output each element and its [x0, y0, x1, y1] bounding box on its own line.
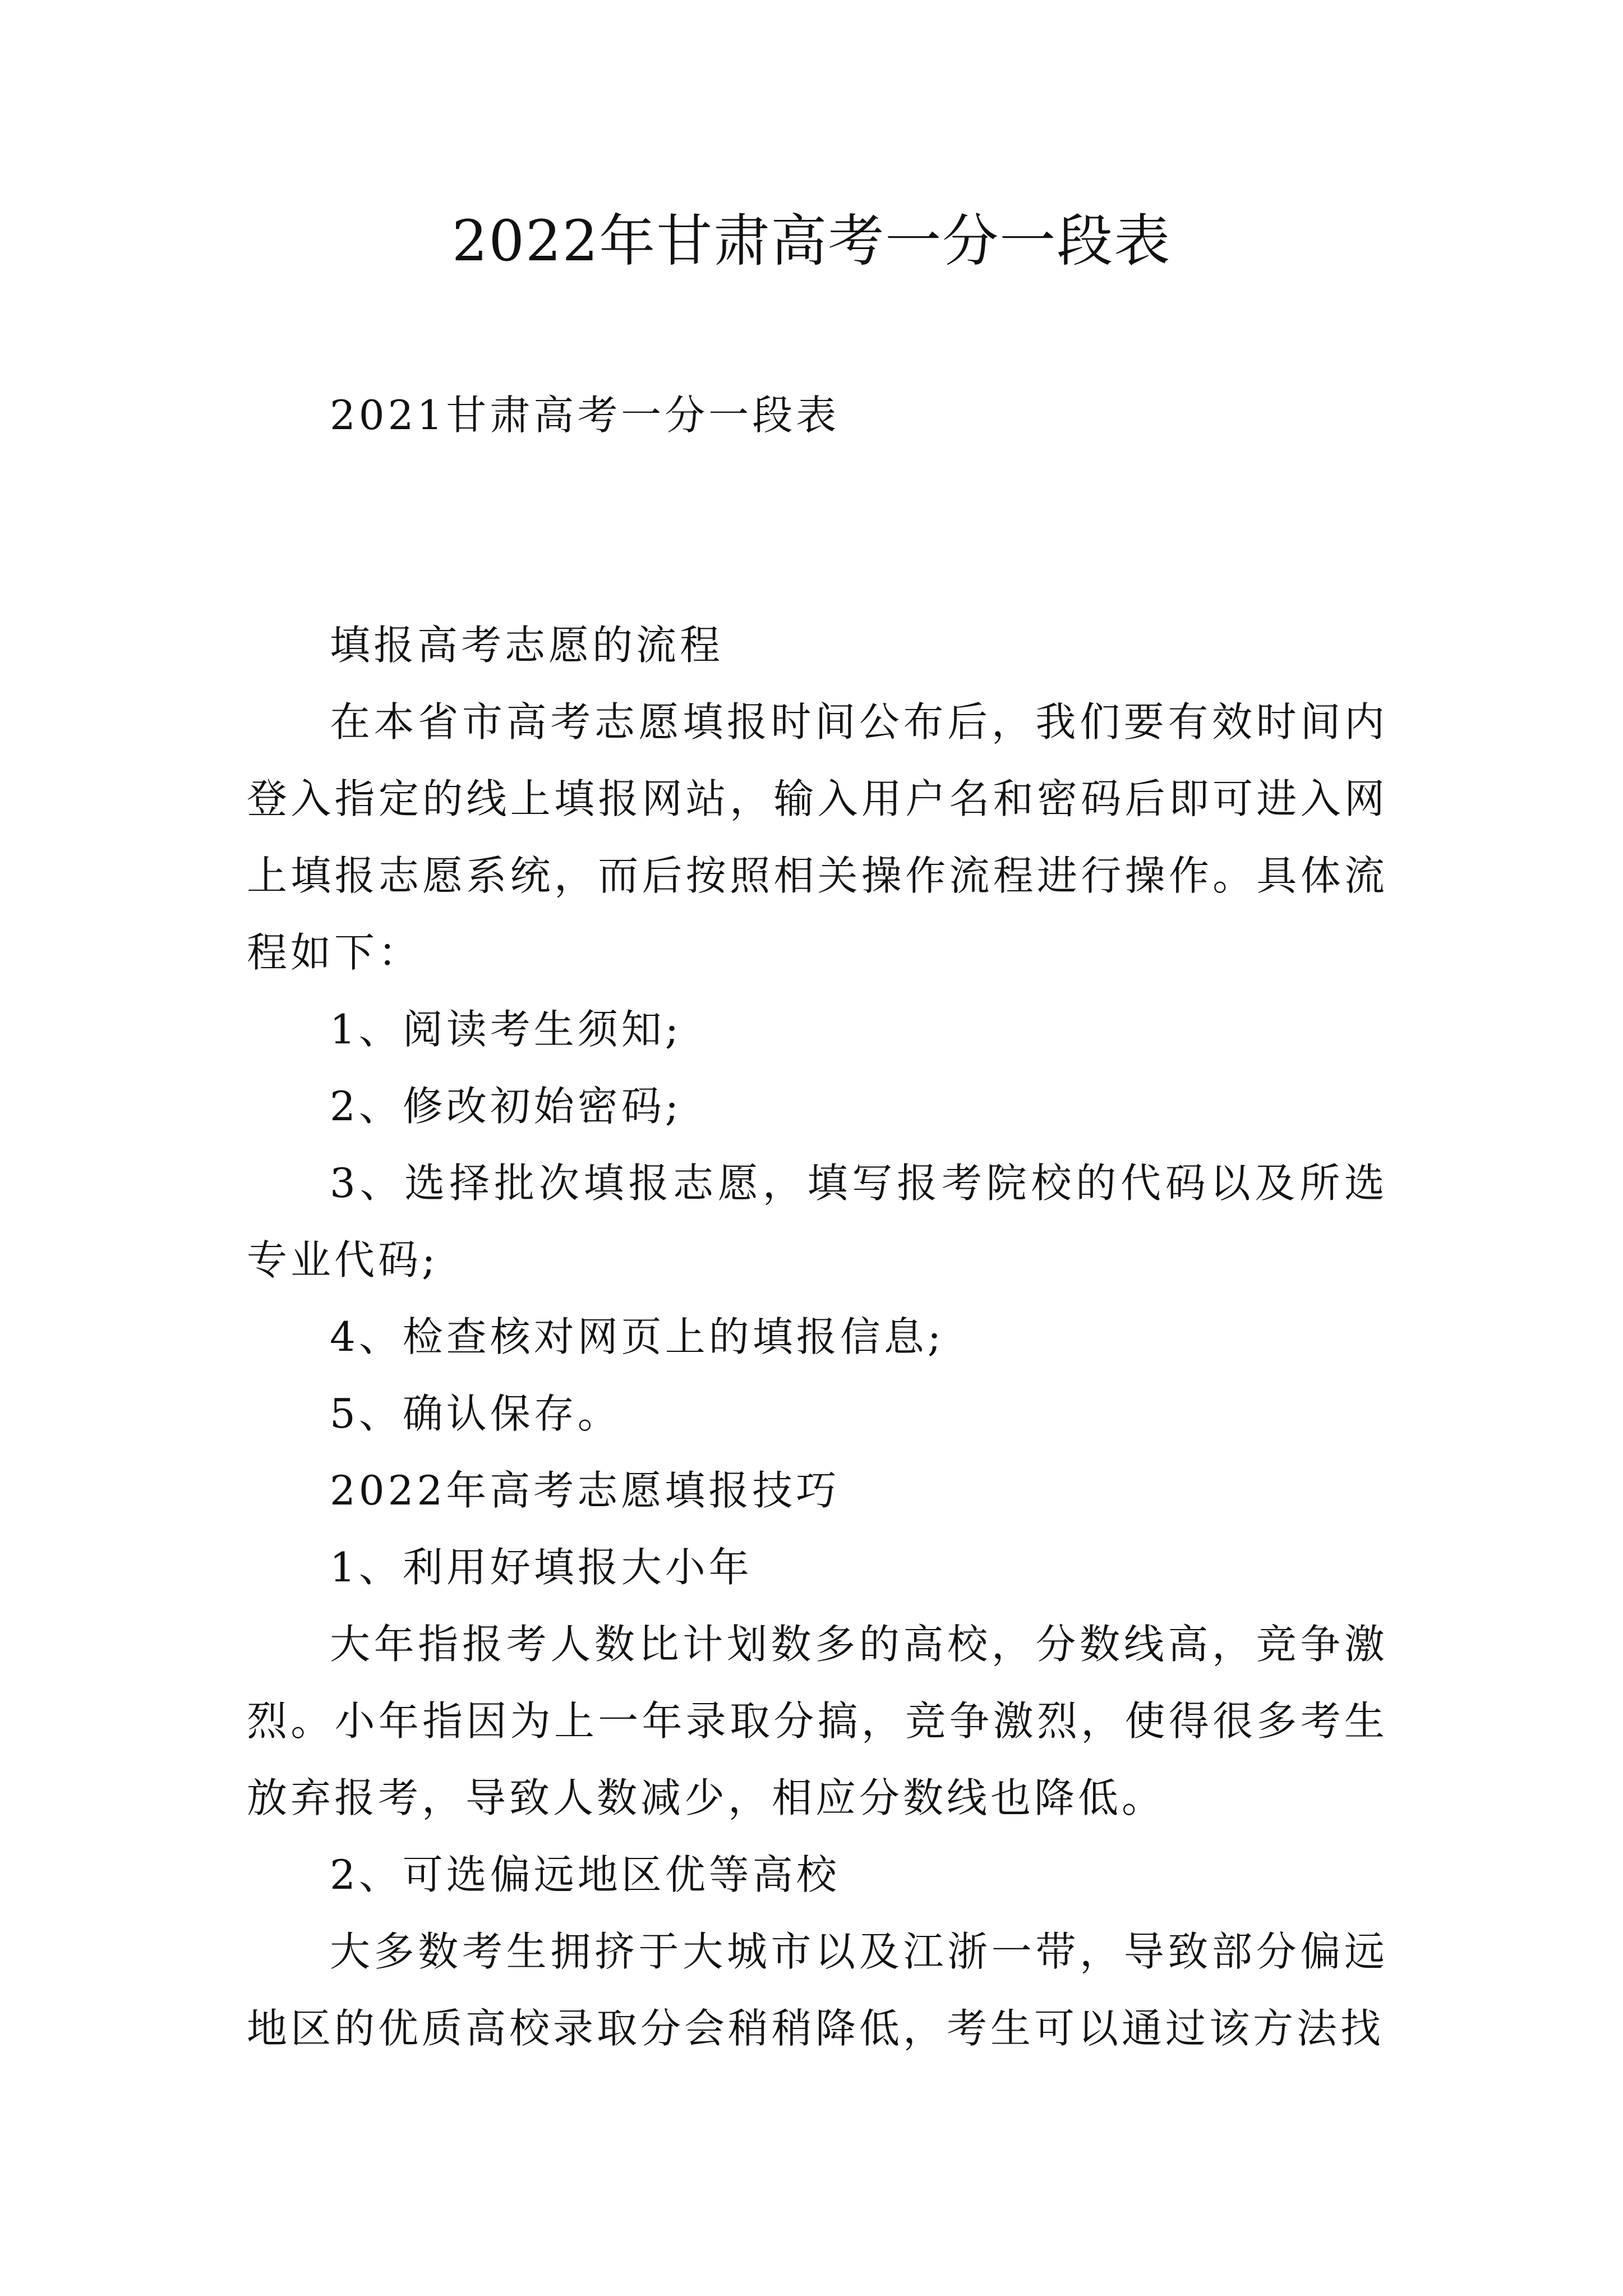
section-heading-process: 填报高考志愿的流程	[330, 622, 724, 669]
step-item: 2、修改初始密码;	[330, 1083, 683, 1130]
process-intro-paragraph: 在本省市高考志愿填报时间公布后，我们要有效时间内登入指定的线上填报网站，输入用户名和密码后即可进入网上填报志愿系统，而后按照相关操作流程进行操作。具体流程如下：	[247, 698, 1388, 976]
tip-paragraph: 大多数考生拥挤于大城市以及江浙一带，导致部分偏远地区的优质高校录取分会稍稍降低，考生可以通过该方法找	[247, 1928, 1388, 2052]
tip-heading: 1、利用好填报大小年	[330, 1544, 753, 1591]
section-heading-tips: 2022年高考志愿填报技巧	[330, 1467, 840, 1514]
document-title: 2022年甘肃高考一分一段表	[451, 208, 1172, 274]
subtitle-line: 2021甘肃高考一分一段表	[330, 392, 840, 439]
tip-paragraph: 大年指报考人数比计划数多的高校，分数线高，竞争激烈。小年指因为上一年录取分搞，竞争激烈，使得很多考生放弃报考，导致人数减少，相应分数线也降低。	[247, 1621, 1388, 1821]
tip-heading: 2、可选偏远地区优等高校	[330, 1851, 840, 1898]
step-item: 1、阅读考生须知;	[330, 1006, 683, 1053]
step-item: 4、检查核对网页上的填报信息;	[330, 1313, 945, 1360]
step-item: 3、选择批次填报志愿，填写报考院校的代码以及所选专业代码;	[247, 1159, 1388, 1283]
step-item: 5、确认保存。	[330, 1390, 621, 1437]
